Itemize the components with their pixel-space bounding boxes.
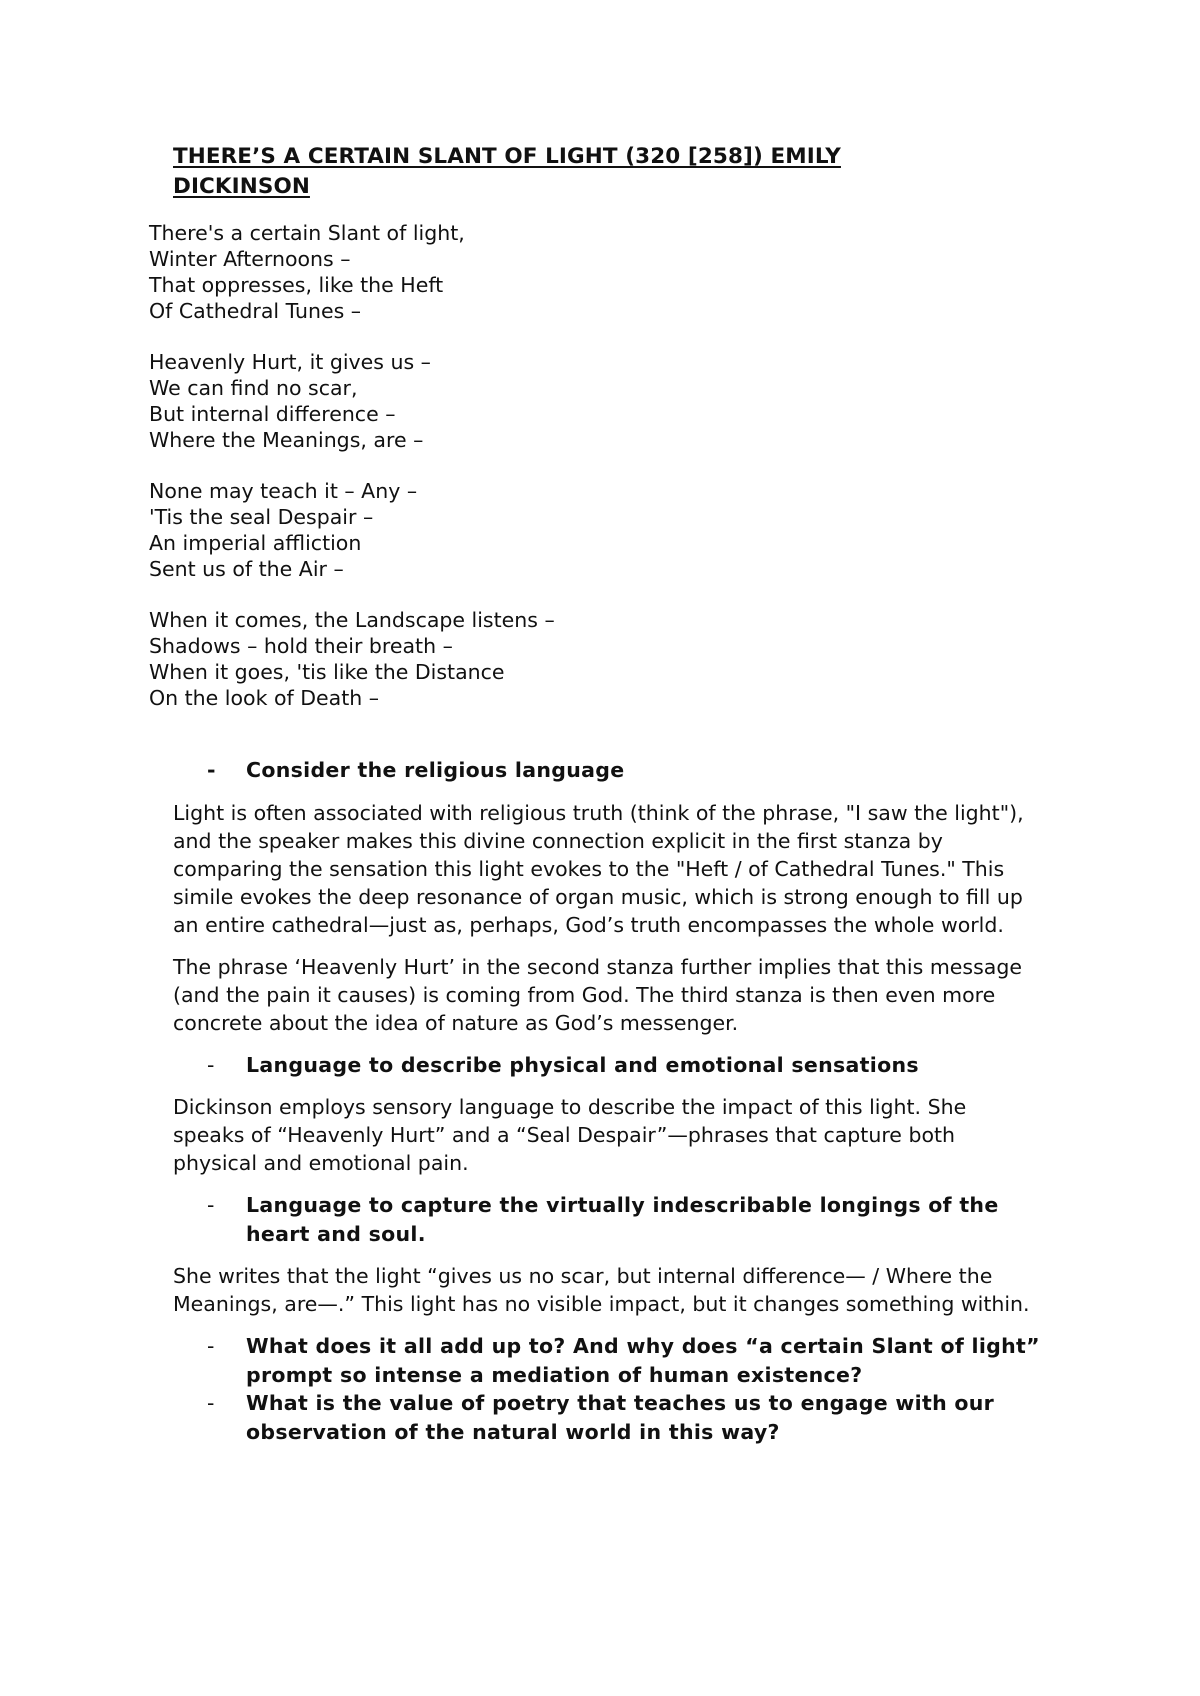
bullet-item <box>173 1389 1043 1446</box>
poem-stanza-1 <box>149 220 849 324</box>
bullet-heading: Consider the religious language <box>246 758 625 782</box>
bullet-item <box>173 1191 1043 1248</box>
poem-line: When it comes, the Landscape listens – <box>149 608 555 632</box>
bullet-question: What is the value of poetry that teaches us to engage with our observation of the natural world in this way? <box>246 1391 995 1444</box>
poem-line: Where the Meanings, are – <box>149 428 424 452</box>
bullet-heading: Language to capture the virtually indescribable longings of the heart and soul. <box>246 1193 999 1246</box>
poem-line: Winter Afternoons – <box>149 247 351 271</box>
poem-stanza-2 <box>149 349 849 453</box>
analysis-notes <box>173 756 1043 1446</box>
poem-line: That oppresses, like the Heft <box>149 273 444 297</box>
poem-line: An imperial affliction <box>149 531 362 555</box>
bullet-item <box>173 1051 1043 1080</box>
poem-line: We can find no scar, <box>149 376 358 400</box>
poem-stanza-4 <box>149 607 849 711</box>
poem-line: 'Tis the seal Despair – <box>149 505 374 529</box>
poem-line: Of Cathedral Tunes – <box>149 299 362 323</box>
bullet-dash: - <box>207 1052 215 1077</box>
bullet-item <box>173 1332 1043 1389</box>
bullet-dash: - <box>207 1391 215 1415</box>
bullet-dash: - <box>207 758 216 782</box>
bullet-heading: Language to describe physical and emotional sensations <box>246 1052 919 1077</box>
poem <box>149 220 849 736</box>
poem-line: Heavenly Hurt, it gives us – <box>149 350 431 374</box>
bullet-dash: - <box>207 1193 215 1217</box>
bullet-dash: - <box>207 1334 215 1358</box>
analysis-paragraph: The phrase ‘Heavenly Hurt’ in the second stanza further implies that this message (and the pain it causes) is coming from God. The third stanza is then even more concrete about the idea of nature as God’s messenger. <box>173 954 1022 1035</box>
poem-line: On the look of Death – <box>149 686 380 710</box>
poem-line: Sent us of the Air – <box>149 557 344 581</box>
poem-line: There's a certain Slant of light, <box>149 221 465 245</box>
poem-stanza-3 <box>149 478 849 582</box>
analysis-paragraph: Light is often associated with religious truth (think of the phrase, "I saw the light"), and the speaker makes this divine connection explicit in the first stanza by comparing the sensation this light evokes to the "Heft / of Cathedral Tunes." This simile evokes the deep resonance of organ music, which is strong enough to fill up an entire cathedral—just as, perhaps, God’s truth encompasses the whole world. <box>173 800 1024 937</box>
poem-line: When it goes, 'tis like the Distance <box>149 660 505 684</box>
document-title: THERE’S A CERTAIN SLANT OF LIGHT (320 [258]) EMILY DICKINSON <box>173 144 841 199</box>
poem-line: Shadows – hold their breath – <box>149 634 453 658</box>
analysis-paragraph: Dickinson employs sensory language to describe the impact of this light. She speaks of “Heavenly Hurt” and a “Seal Despair”—phrases that capture both physical and emotional pain. <box>173 1095 967 1175</box>
bullet-question: What does it all add up to? And why does “a certain Slant of light” prompt so intense a mediation of human existence? <box>246 1334 1040 1387</box>
poem-line: But internal difference – <box>149 402 396 426</box>
poem-line: None may teach it – Any – <box>149 479 418 503</box>
bullet-item <box>173 756 1043 785</box>
analysis-paragraph: She writes that the light “gives us no scar, but internal difference— / Where the Meanings, are—.” This light has no visible impact, but it changes something within. <box>173 1264 1030 1316</box>
